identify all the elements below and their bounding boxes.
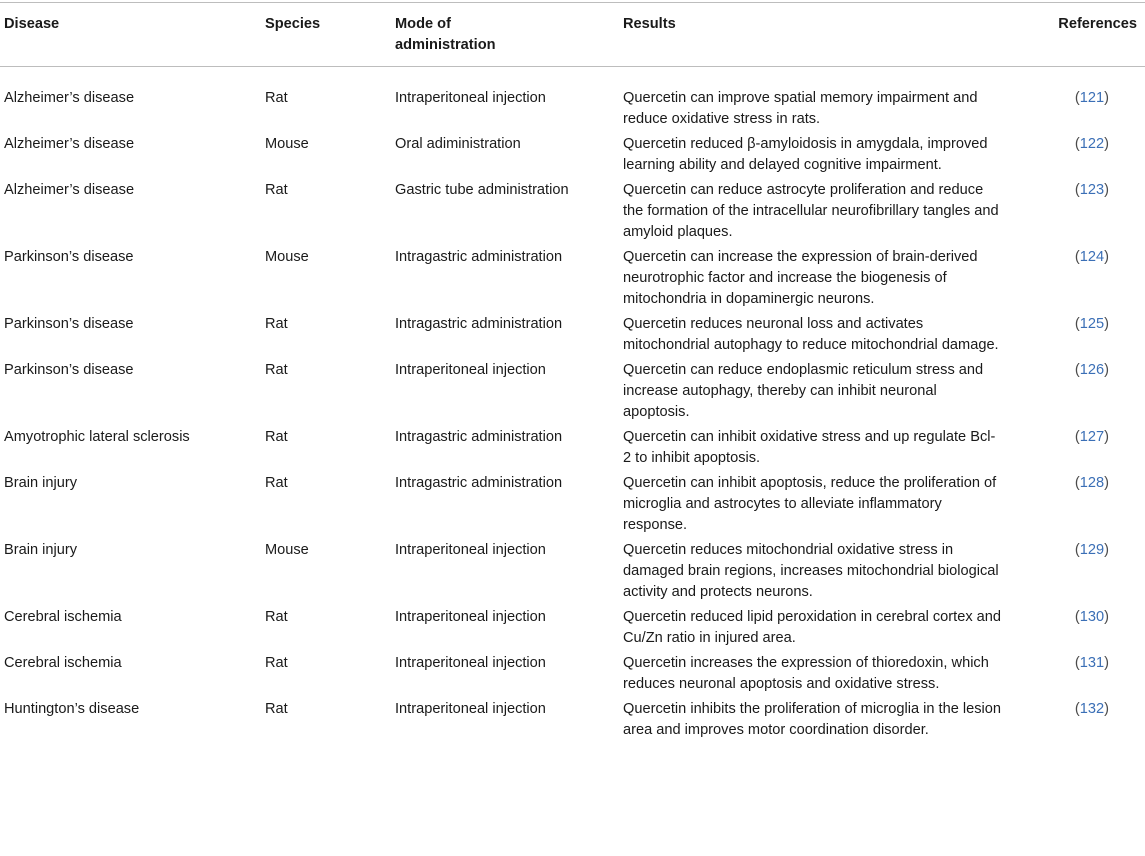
reference-link[interactable]: 130 [1079, 609, 1105, 625]
cell-disease: Cerebral ischemia [4, 655, 122, 671]
cell-results: Quercetin can reduce astrocyte proliferation and reduce the formation of the intracellular neurofibrillary tangles and amyloid plaques. [623, 182, 999, 240]
cell-results: Quercetin can improve spatial memory impairment and reduce oxidative stress in rats. [623, 90, 978, 127]
cell-reference: (128) [1074, 475, 1109, 491]
cell-mode: Intraperitoneal injection [395, 701, 546, 717]
reference-link[interactable]: 131 [1079, 655, 1105, 671]
header-mode-line2: administration [395, 37, 496, 53]
reference-link[interactable]: 123 [1079, 182, 1105, 198]
cell-results: Quercetin can reduce endoplasmic reticulum stress and increase autophagy, thereby can inhibit neuronal apoptosis. [623, 362, 984, 420]
cell-disease: Parkinson’s disease [4, 316, 134, 332]
cell-results: Quercetin can increase the expression of brain-derived neurotrophic factor and increase the biogenesis of mitochondria in dopaminergic neurons. [623, 249, 978, 307]
cell-mode: Intragastric administration [395, 429, 563, 445]
header-disease: Disease [4, 16, 60, 32]
table-top-rule [0, 2, 1145, 3]
cell-mode: Gastric tube administration [395, 182, 569, 198]
cell-disease: Cerebral ischemia [4, 609, 122, 625]
cell-disease: Alzheimer’s disease [4, 136, 135, 152]
cell-disease: Alzheimer’s disease [4, 90, 135, 106]
cell-species: Rat [265, 609, 288, 625]
cell-mode: Intraperitoneal injection [395, 362, 546, 378]
cell-species: Rat [265, 701, 288, 717]
header-results: Results [623, 16, 676, 32]
cell-reference: (121) [1074, 90, 1109, 106]
table-row [0, 473, 1145, 540]
header-mode [395, 6, 623, 74]
cell-results: Quercetin reduces mitochondrial oxidative stress in damaged brain regions, increases mitochondrial biological activity and protects neurons. [623, 542, 999, 600]
reference-link[interactable]: 121 [1079, 90, 1105, 106]
cell-mode: Intraperitoneal injection [395, 655, 546, 671]
reference-link[interactable]: 132 [1079, 701, 1105, 717]
table-row [0, 427, 1145, 473]
cell-species: Rat [265, 182, 288, 198]
reference-link[interactable]: 129 [1079, 542, 1105, 558]
table-row [0, 74, 1145, 134]
cell-disease: Huntington’s disease [4, 701, 140, 717]
cell-mode: Intragastric administration [395, 316, 563, 332]
table-row [0, 653, 1145, 699]
cell-reference: (126) [1074, 362, 1109, 378]
reference-link[interactable]: 126 [1079, 362, 1105, 378]
cell-species: Mouse [265, 136, 309, 152]
reference-link[interactable]: 122 [1079, 136, 1105, 152]
cell-mode: Intraperitoneal injection [395, 90, 546, 106]
cell-species: Rat [265, 475, 288, 491]
cell-disease: Brain injury [4, 475, 77, 491]
cell-mode: Intraperitoneal injection [395, 542, 546, 558]
cell-species: Mouse [265, 542, 309, 558]
cell-species: Rat [265, 316, 288, 332]
cell-results: Quercetin reduces neuronal loss and activates mitochondrial autophagy to reduce mitochondrial damage. [623, 316, 999, 353]
cell-disease: Alzheimer’s disease [4, 182, 135, 198]
cell-results: Quercetin reduced lipid peroxidation in cerebral cortex and Cu/Zn ratio in injured area. [623, 609, 1002, 646]
cell-reference: (124) [1074, 249, 1109, 265]
cell-species: Rat [265, 429, 288, 445]
table-row [0, 247, 1145, 314]
table-row [0, 699, 1145, 745]
header-mode-line1: Mode of [395, 16, 451, 32]
cell-mode: Oral adiministration [395, 136, 521, 152]
cell-disease: Brain injury [4, 542, 77, 558]
cell-reference: (123) [1074, 182, 1109, 198]
reference-link[interactable]: 125 [1079, 316, 1105, 332]
table-row [0, 360, 1145, 427]
cell-reference: (125) [1074, 316, 1109, 332]
table-row [0, 134, 1145, 180]
header-references: References [1058, 16, 1137, 32]
cell-mode: Intraperitoneal injection [395, 609, 546, 625]
cell-reference: (127) [1074, 429, 1109, 445]
table-row [0, 540, 1145, 607]
cell-results: Quercetin can inhibit apoptosis, reduce the proliferation of microglia and astrocytes to alleviate inflammatory response. [623, 475, 997, 533]
cell-disease: Amyotrophic lateral sclerosis [4, 429, 190, 445]
cell-disease: Parkinson’s disease [4, 249, 134, 265]
cell-species: Mouse [265, 249, 309, 265]
cell-results: Quercetin can inhibit oxidative stress and up regulate Bcl-2 to inhibit apoptosis. [623, 429, 996, 466]
cell-reference: (132) [1074, 701, 1109, 717]
cell-results: Quercetin reduced β-amyloidosis in amygdala, improved learning ability and delayed cognitive impairment. [623, 136, 988, 173]
reference-link[interactable]: 127 [1079, 429, 1105, 445]
cell-reference: (129) [1074, 542, 1109, 558]
cell-reference: (122) [1074, 136, 1109, 152]
table-row [0, 180, 1145, 247]
cell-disease: Parkinson’s disease [4, 362, 134, 378]
table-header-row [0, 6, 1145, 74]
table-row [0, 314, 1145, 360]
cell-mode: Intragastric administration [395, 249, 563, 265]
reference-link[interactable]: 124 [1079, 249, 1105, 265]
cell-reference: (131) [1074, 655, 1109, 671]
cell-mode: Intragastric administration [395, 475, 563, 491]
cell-species: Rat [265, 655, 288, 671]
reference-link[interactable]: 128 [1079, 475, 1105, 491]
quercetin-studies-table [0, 6, 1145, 745]
cell-results: Quercetin inhibits the proliferation of microglia in the lesion area and improves motor coordination disorder. [623, 701, 1002, 738]
cell-results: Quercetin increases the expression of thioredoxin, which reduces neuronal apoptosis and oxidative stress. [623, 655, 989, 692]
header-species: Species [265, 16, 321, 32]
cell-species: Rat [265, 90, 288, 106]
cell-reference: (130) [1074, 609, 1109, 625]
cell-species: Rat [265, 362, 288, 378]
table-row [0, 607, 1145, 653]
